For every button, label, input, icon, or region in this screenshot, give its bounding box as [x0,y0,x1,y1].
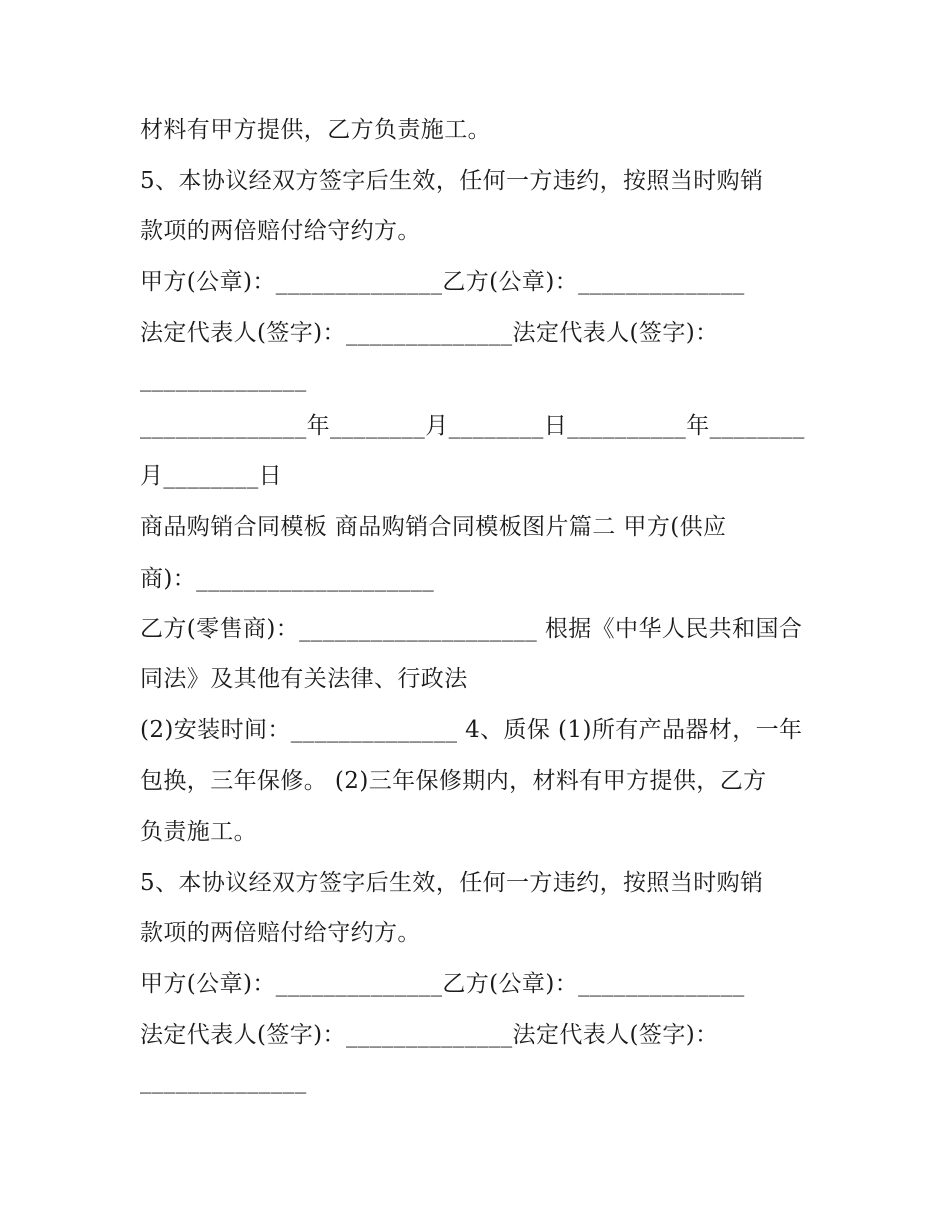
text-line: 包换，三年保修。 (2)三年保修期内，材料有甲方提供，乙方 [140,768,767,794]
text-line: 负责施工。 [140,819,257,845]
text-line: 商品购销合同模板 商品购销合同模板图片篇二 甲方(供应 [140,514,727,540]
signature-line: 甲方(公章)：______________乙方(公章)：______________ [140,971,745,997]
date-line: ______________年________月________日__________年________ [140,413,805,439]
text-line: 同法》及其他有关法律、行政法 [140,666,468,692]
text-line: 材料有甲方提供，乙方负责施工。 [140,117,491,143]
text-line: (2)安装时间：______________ 4、质保 (1)所有产品器材，一年 [140,717,803,743]
blank-line: ______________ [140,366,307,392]
signature-line: 法定代表人(签字)：______________法定代表人(签字)： [140,320,719,346]
text-line: 5、本协议经双方签字后生效，任何一方违约，按照当时购销 [140,870,764,896]
signature-line: 法定代表人(签字)：______________法定代表人(签字)： [140,1022,719,1048]
date-line: 月________日 [140,463,282,489]
text-line: 款项的两倍赔付给守约方。 [140,218,421,244]
text-line: 款项的两倍赔付给守约方。 [140,920,421,946]
text-line: 乙方(零售商)：____________________ 根据《中华人民共和国合 [140,616,803,642]
blank-line: ______________ [140,1068,307,1094]
signature-line: 甲方(公章)：______________乙方(公章)：______________ [140,269,745,295]
text-line: 商)：____________________ [140,566,435,592]
text-line: 5、本协议经双方签字后生效，任何一方违约，按照当时购销 [140,168,764,194]
